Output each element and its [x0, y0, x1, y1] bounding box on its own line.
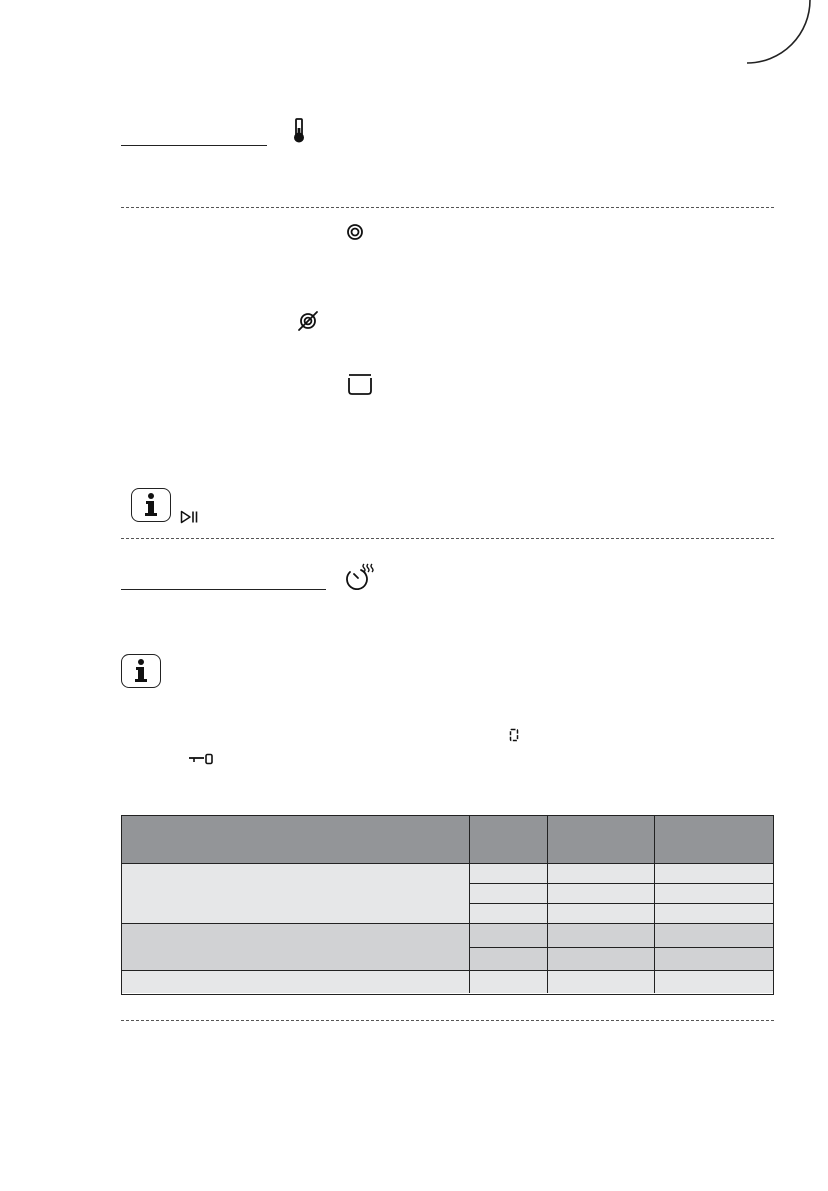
table-cell — [654, 947, 773, 970]
steam-heading-underline — [121, 589, 326, 590]
table-cell — [547, 883, 654, 903]
table-group-label — [122, 923, 469, 970]
info-icon — [131, 488, 171, 522]
table-cell — [547, 947, 654, 970]
display-digit-icon — [509, 728, 519, 742]
table-cell — [469, 903, 547, 923]
section-divider — [121, 1020, 774, 1021]
table-cell — [469, 923, 547, 947]
table-header-cell — [469, 816, 547, 863]
steam-icon — [344, 562, 376, 590]
temperature-icon — [292, 118, 306, 144]
table-header-cell — [122, 816, 469, 863]
temperature-heading-underline — [121, 145, 267, 146]
child-lock-key-icon — [188, 753, 214, 765]
table-cell — [654, 863, 773, 883]
table-cell — [547, 970, 654, 993]
table-cell — [547, 903, 654, 923]
table-group-label — [122, 863, 469, 923]
section-divider — [121, 207, 774, 208]
start-pause-icon — [180, 510, 200, 524]
table-header-cell — [654, 816, 773, 863]
section-divider — [121, 538, 774, 539]
options-table — [121, 815, 774, 995]
table-group-label — [122, 970, 469, 993]
table-cell — [469, 970, 547, 993]
table-cell — [654, 883, 773, 903]
table-cell — [654, 903, 773, 923]
rinse-hold-icon — [346, 372, 374, 396]
table-cell — [469, 863, 547, 883]
spin-icon — [345, 222, 365, 242]
table-cell — [469, 883, 547, 903]
table-header-cell — [547, 816, 654, 863]
info-icon — [121, 654, 161, 688]
table-cell — [469, 947, 547, 970]
page-corner-mark — [747, 0, 811, 64]
no-spin-icon — [296, 309, 320, 333]
table-cell — [654, 923, 773, 947]
table-cell — [654, 970, 773, 993]
table-cell — [547, 923, 654, 947]
table-cell — [547, 863, 654, 883]
